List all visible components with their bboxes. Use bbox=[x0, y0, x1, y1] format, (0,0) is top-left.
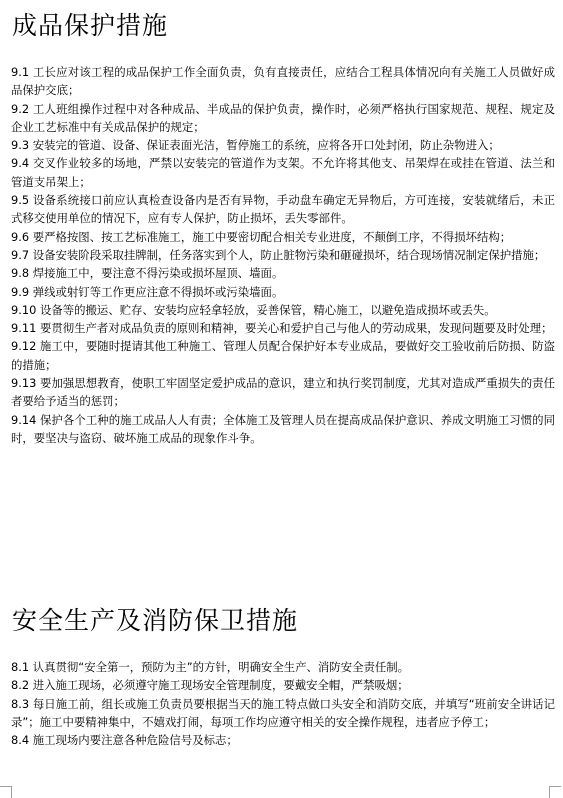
list-item: 9.2 工人班组操作过程中对各种成品、半成品的保护负责，操作时，必须严格执行国家规范、规程、规定及企业工艺标准中有关成品保护的规定； bbox=[11, 101, 555, 134]
list-item: 9.14 保护各个工种的施工成品人人有责；全体施工及管理人员在提高成品保护意识、养成文明施工习惯的同时，要坚决与盗窃、破坏施工成品的现象作斗争。 bbox=[11, 412, 555, 445]
list-item: 9.9 弹线或射钉等工作更应注意不得损坏或污染墙面。 bbox=[11, 284, 284, 299]
list-item: 8.2 进入施工现场，必须遵守施工现场安全管理制度，要戴安全帽，严禁吸烟； bbox=[11, 678, 409, 693]
page-corner-mark-left bbox=[0, 786, 12, 798]
list-item: 9.10 设备等的搬运、贮存、安装均应轻拿轻放，妥善保管，精心施工，以避免造成损坏或丢失。 bbox=[11, 302, 496, 317]
list-item: 9.8 焊接施工中，要注意不得污染或损坏屋顶、墙面。 bbox=[11, 266, 284, 281]
list-item: 9.6 要严格按图、按工艺标准施工，施工中要密切配合相关专业进度，不颠倒工序，不得损坏结构； bbox=[11, 229, 512, 244]
list-item: 9.13 要加强思想教育，使职工牢固坚定爱护成品的意识，建立和执行奖罚制度，尤其对造成严重损失的责任者要给予适当的惩罚； bbox=[11, 376, 555, 409]
list-item: 9.4 交叉作业较多的场地，严禁以安装完的管道作为支架。不允许将其他支、吊架焊在或挂在管道、法兰和管道支吊架上； bbox=[11, 156, 555, 189]
list-item: 8.1 认真贯彻“安全第一，预防为主”的方针，明确安全生产、消防安全责任制。 bbox=[11, 660, 410, 674]
list-item: 9.1 工长应对该工程的成品保护工作全面负责，负有直接责任，应结合工程具体情况向有关施工人员做好成品保护交底； bbox=[11, 65, 555, 98]
list-item: 8.3 每日施工前，组长或施工负责员要根据当天的施工特点做口头安全和消防交底，并填写“班前安全讲话记录”；施工中要精神集中，不嬉戏打闹，每项工作均应遵守相关的安全操作规程，违者应予停工； bbox=[11, 696, 555, 729]
list-item: 9.7 设备安装阶段采取挂牌制，任务落实到个人，防止脏物污染和砸碰损坏，结合现场情况制定保护措施； bbox=[11, 247, 546, 262]
list-item: 9.11 要贯彻生产者对成品负责的原则和精神，要关心和爱护自己与他人的劳动成果，发现问题要及时处理； bbox=[11, 321, 553, 336]
list-item: 9.5 设备系统接口前应认真检查设备内是否有异物，手动盘车确定无异物后，方可连接，安装就绪后，未正式移交使用单位的情况下，应有专人保护，防止损坏，丢失零部件。 bbox=[11, 193, 555, 226]
section-9-title: 成品保护措施 bbox=[12, 11, 169, 40]
section-8-list bbox=[11, 658, 555, 749]
page-corner-mark-right bbox=[549, 786, 561, 798]
list-item: 9.12 施工中，要随时提请其他工种施工、管理人员配合保护好本专业成品，要做好交工验收前后防损、防盗的措施； bbox=[11, 339, 555, 372]
section-9-list bbox=[11, 63, 555, 447]
list-item: 9.3 安装完的管道、设备、保证表面光洁，暂停施工的系统，应将各开口处封闭，防止杂物进入； bbox=[11, 138, 500, 153]
list-item: 8.4 施工现场内要注意各种危险信号及标志； bbox=[11, 733, 238, 748]
section-8-title: 安全生产及消防保卫措施 bbox=[12, 606, 299, 635]
